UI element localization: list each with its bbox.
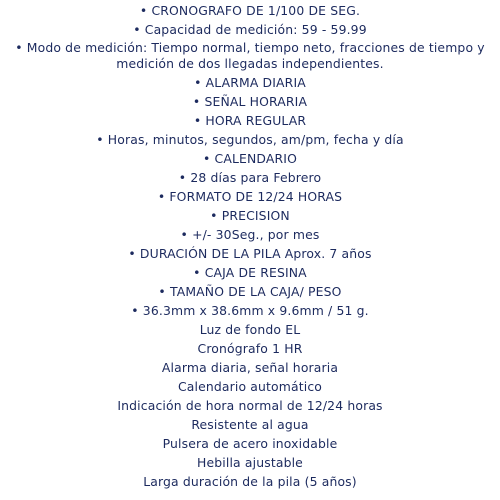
feature-adjustable-buckle: Hebilla ajustable — [197, 455, 303, 470]
spec-hourly-signal: • SEÑAL HORARIA — [192, 94, 308, 109]
spec-resin-case: • CAJA DE RESINA — [193, 265, 307, 280]
spec-hour-format: • FORMATO DE 12/24 HORAS — [157, 189, 343, 204]
spec-measuring-modes: • Modo de medición: Tiempo normal, tiempo neto, fracciones de tiempo y medición de dos llegadas independientes. — [15, 40, 485, 71]
feature-alarm-signal: Alarma diaria, señal horaria — [161, 360, 339, 375]
feature-el-backlight: Luz de fondo EL — [199, 322, 301, 337]
spec-accuracy-heading: • PRECISION — [210, 208, 290, 223]
spec-measuring-capacity: • Capacidad de medición: 59 - 59.99 — [133, 22, 367, 37]
feature-auto-calendar: Calendario automático — [177, 379, 323, 394]
spec-accuracy-value: • +/- 30Seg., por mes — [180, 227, 320, 242]
spec-time-units: • Horas, minutos, segundos, am/pm, fecha y día — [96, 132, 404, 147]
spec-regular-time: • HORA REGULAR — [193, 113, 307, 128]
spec-case-size-value: • 36.3mm x 38.6mm x 9.6mm / 51 g. — [131, 303, 369, 318]
feature-water-resistant: Resistente al agua — [191, 417, 309, 432]
feature-long-battery: Larga duración de la pila (5 años) — [143, 474, 357, 489]
spec-february-days: • 28 días para Febrero — [178, 170, 322, 185]
feature-chronograph-1hr: Cronógrafo 1 HR — [197, 341, 303, 356]
spec-daily-alarm: • ALARMA DIARIA — [194, 75, 306, 90]
spec-battery-life: • DURACIÓN DE LA PILA Aprox. 7 años — [128, 246, 372, 261]
spec-case-size-heading: • TAMAÑO DE LA CAJA/ PESO — [158, 284, 342, 299]
feature-12-24-time: Indicación de hora normal de 12/24 horas — [117, 398, 383, 413]
spec-calendar: • CALENDARIO — [203, 151, 297, 166]
spec-chronograph: • CRONOGRAFO DE 1/100 DE SEG. — [139, 3, 361, 18]
feature-steel-bracelet: Pulsera de acero inoxidable — [162, 436, 338, 451]
